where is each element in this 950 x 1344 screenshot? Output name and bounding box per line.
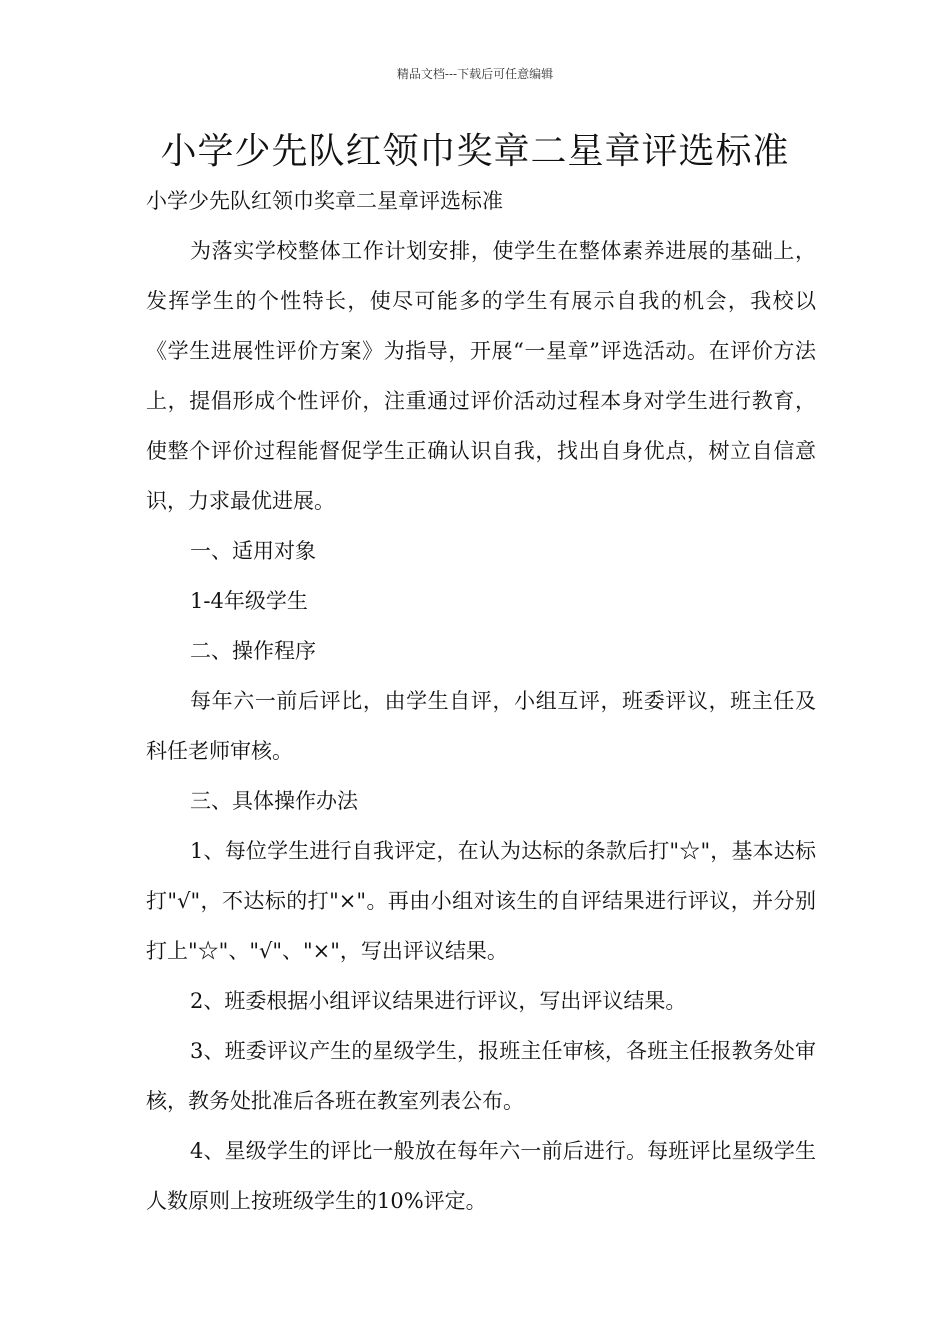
section-heading-procedure: 二、操作程序 [190,639,316,663]
document-subtitle: 小学少先队红领巾奖章二星章评选标准 [146,189,503,213]
procedure-text: 每年六一前后评比，由学生自评，小组互评，班委评议，班主任及科任老师审核。 [146,689,816,763]
section-heading-methods: 三、具体操作办法 [190,789,358,813]
document-body [146,176,816,1226]
method-item-4: 4、星级学生的评比一般放在每年六一前后进行。每班评比星级学生人数原则上按班级学生的10%评定。 [146,1139,816,1213]
intro-paragraph: 为落实学校整体工作计划安排，使学生在整体素养进展的基础上，发挥学生的个性特长，使尽可能多的学生有展示自我的机会，我校以《学生进展性评价方案》为指导，开展“一星章”评选活动。在评价方法上，提倡形成个性评价，注重通过评价活动过程本身对学生进行教育，使整个评价过程能督促学生正确认识自我，找出自身优点，树立自信意识，力求最优进展。 [146,239,816,513]
document-title: 小学少先队红领巾奖章二星章评选标准 [160,131,790,172]
section-heading-scope: 一、适用对象 [190,539,316,563]
scope-text: 1-4年级学生 [190,589,308,613]
method-item-3: 3、班委评议产生的星级学生，报班主任审核，各班主任报教务处审核，教务处批准后各班在教室列表公布。 [146,1039,816,1113]
method-item-1: 1、每位学生进行自我评定，在认为达标的条款后打"☆"，基本达标打"√"，不达标的打"×"。再由小组对该生的自评结果进行评议，并分别打上"☆"、"√"、"×"，写出评议结果。 [146,839,816,963]
method-item-2: 2、班委根据小组评议结果进行评议，写出评议结果。 [190,989,687,1013]
header-note: 精品文档---下载后可任意编辑 [396,67,554,81]
